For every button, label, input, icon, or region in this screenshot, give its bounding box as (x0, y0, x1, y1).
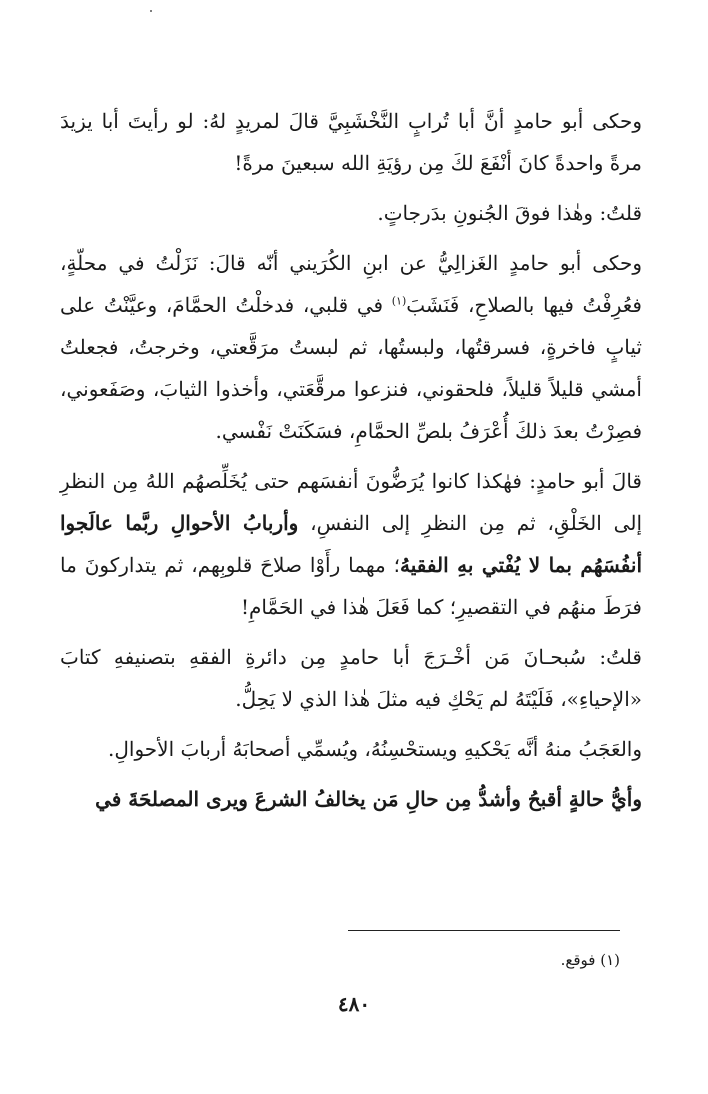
text-segment: قلتُ: سُبحـانَ مَن أخْـرَجَ أبا حامدٍ مِن دائرةِ الفقهِ بتصنيفهِ كتابَ «الإحياءِ»، فَلَيْتَهُ لم يَحْكِ فيه مثلَ هٰذا الذي لا يَحِلُّ. (60, 645, 642, 711)
text-segment: والعَجَبُ منهُ أنَّه يَحْكيهِ ويستحْسِنُهُ، ويُسمِّي أصحابَهُ أربابَ الأحوالِ. (108, 737, 642, 761)
footnote: (١) فوقع. (560, 951, 620, 969)
page-number: ٤٨٠ (337, 992, 371, 1016)
text-segment: قلتُ: وهٰذا فوقَ الجُنونِ بدَرجاتٍ. (377, 201, 642, 225)
paragraph-6 (60, 728, 642, 770)
paragraph-1 (60, 100, 642, 184)
scan-speck (150, 10, 152, 12)
text-segment: وحكى أبو حامدٍ الغَزالِيُّ عن ابنِ الكُرَيني أنّه قالَ: نَزَلْتُ في محلّةٍ، فعُرِفْتُ فيها بالصلاحِ، فَنَشَبَ (60, 251, 642, 317)
bold-text-segment: وأيُّ حالةٍ أقبحُ وأشدُّ مِن حالِ مَن يخالفُ الشرعَ ويرى المصلحَةَ في (95, 787, 642, 811)
bold-text-segment: وأربابُ الأحوالِ ربَّما عالَجوا أنفُسَهُم بما لا يُفْتي بهِ الفقيهُ (60, 511, 643, 577)
paragraph-3 (60, 242, 642, 452)
text-segment: ؛ مهما رأَوْا صلاحَ قلوبِهم، ثم يتداركونَ ما فرَطَ منهُم في التقصيرِ؛ كما فَعَلَ هٰذا في الحَمَّامِ! (60, 553, 642, 619)
text-segment: في قلبي، فدخلْتُ الحمَّامَ، وعيَّنْتُ على ثيابٍ فاخرةٍ، فسرقتُها، ولبستُها، ثم لبستُ مرَقَّعتي، وخرجتُ، فجعلتُ أمشي قليلاً قليلاً، فلحقوني، فنزعوا مرقَّعَتي، وأخذوا الثيابَ، وصَفَعوني، فصِرْتُ بعدَ ذلكَ أُعْرَفُ بلصِّ الحمَّامِ، فسَكَنَتْ نَفْسي. (60, 293, 642, 443)
paragraph-2 (60, 192, 642, 234)
text-segment: وحكى أبو حامدٍ أنَّ أبا تُرابٍ النَّخْشَبِيَّ قالَ لمريدٍ لهُ: لو رأيتَ أبا يزيدَ مرةً واحدةً كانَ أنْفَعَ لكَ مِن رؤيَةِ الله سبعينَ مرةً! (60, 109, 642, 175)
footnote-separator (348, 930, 620, 931)
text-segment: قالَ أبو حامدٍ: فهٰكذا كانوا يُرَضُّونَ أنفسَهم حتى يُخَلِّصهُم اللهُ مِن النظرِ إلى الخَلْقِ، ثم مِن النظرِ إلى النفسِ، (60, 469, 643, 535)
main-text-body (60, 100, 642, 828)
paragraph-7 (60, 778, 642, 820)
footnote-marker: (١) (391, 294, 407, 308)
paragraph-5 (60, 636, 642, 720)
paragraph-4 (60, 460, 642, 628)
